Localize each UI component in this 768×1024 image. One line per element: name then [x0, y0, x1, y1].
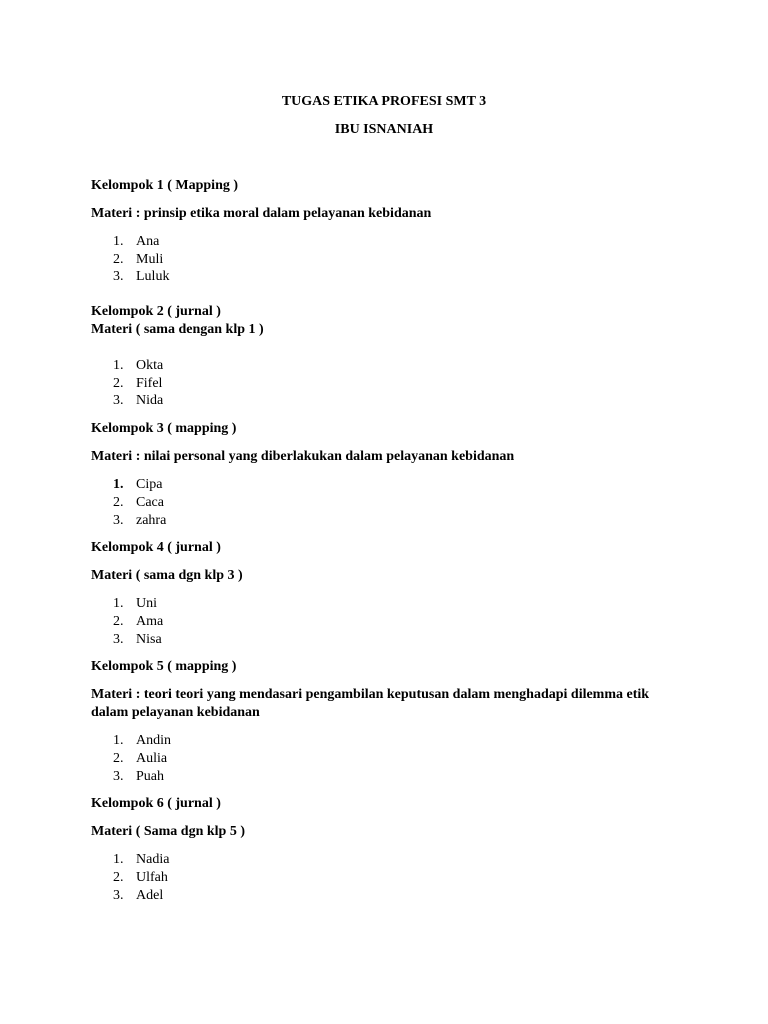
member-name: Aulia — [136, 750, 168, 766]
member-name: Ana — [136, 234, 160, 249]
list-item — [91, 887, 671, 905]
list-number: 3. — [113, 269, 124, 285]
member-list — [91, 595, 671, 648]
group-heading: Kelompok 4 ( jurnal ) — [91, 540, 221, 556]
list-item — [91, 613, 671, 631]
list-number: 2. — [113, 375, 124, 391]
document-title: TUGAS ETIKA PROFESI SMT 3 — [281, 94, 487, 109]
list-number: 3. — [113, 887, 124, 903]
member-name: Puah — [136, 768, 164, 784]
member-name: Caca — [136, 494, 164, 510]
list-item — [91, 851, 671, 869]
list-item — [91, 494, 671, 512]
group-1 — [91, 177, 671, 286]
list-item — [91, 392, 671, 410]
group-heading: Kelompok 1 ( Mapping ) — [91, 178, 239, 193]
member-name: Luluk — [136, 269, 170, 285]
list-number: 2. — [113, 251, 124, 267]
list-item — [91, 251, 671, 269]
member-list — [91, 476, 671, 529]
list-number: 2. — [113, 870, 124, 885]
list-number: 3. — [113, 631, 124, 647]
list-number: 2. — [113, 494, 124, 510]
member-name: Andin — [136, 733, 171, 749]
member-list — [91, 357, 671, 410]
group-heading: Kelompok 2 ( jurnal ) — [91, 304, 221, 320]
list-number: 1. — [113, 358, 124, 374]
list-item — [91, 357, 671, 375]
member-name: Adel — [136, 887, 164, 903]
list-item — [91, 732, 671, 750]
group-5 — [91, 658, 671, 785]
list-item — [91, 512, 671, 530]
member-name: Nadia — [136, 852, 170, 868]
group-materi: Materi : nilai personal yang diberlakukan dalam pelayanan kebidanan — [91, 449, 515, 465]
list-item — [91, 750, 671, 768]
list-number: 1. — [113, 596, 124, 612]
list-item — [91, 268, 671, 286]
list-item — [91, 768, 671, 786]
list-item — [91, 631, 671, 649]
list-item — [91, 869, 671, 887]
group-materi: Materi ( Sama dgn klp 5 ) — [91, 824, 245, 840]
member-name: Okta — [136, 358, 164, 374]
member-name: Fifel — [136, 375, 163, 391]
member-name: zahra — [136, 512, 167, 528]
member-list — [91, 851, 671, 904]
document-subtitle: IBU ISNANIAH — [334, 122, 434, 137]
group-2 — [91, 303, 671, 410]
member-list — [91, 732, 671, 785]
member-name: Ulfah — [136, 870, 168, 885]
list-number: 2. — [113, 750, 124, 766]
group-heading: Kelompok 6 ( jurnal ) — [91, 796, 221, 812]
group-3 — [91, 420, 671, 529]
list-number: 1. — [113, 852, 124, 868]
list-number: 2. — [113, 613, 124, 629]
list-number: 1. — [113, 234, 124, 249]
list-number: 3. — [113, 512, 124, 528]
member-name: Muli — [136, 251, 164, 267]
list-number: 3. — [113, 768, 124, 784]
list-item — [91, 375, 671, 393]
list-item — [91, 595, 671, 613]
list-number: 1. — [113, 477, 124, 493]
title-block — [0, 93, 768, 139]
member-name: Nisa — [136, 631, 162, 647]
member-list — [91, 233, 671, 286]
group-materi: Materi ( sama dgn klp 3 ) — [91, 568, 243, 584]
member-name: Nida — [136, 393, 164, 409]
group-materi: Materi : teori teori yang mendasari pengambilan keputusan dalam menghadapi dilemma etik dalam pelayanan kebidanan — [91, 687, 650, 721]
group-4 — [91, 539, 671, 648]
group-materi: Materi ( sama dengan klp 1 ) — [91, 322, 264, 338]
group-materi: Materi : prinsip etika moral dalam pelayanan kebidanan — [91, 206, 432, 221]
list-number: 1. — [113, 733, 124, 749]
member-name: Cipa — [136, 477, 163, 493]
member-name: Ama — [136, 613, 164, 629]
group-6 — [91, 795, 671, 904]
list-number: 3. — [113, 393, 124, 409]
list-item — [91, 233, 671, 251]
list-item — [91, 476, 671, 494]
document-body — [91, 177, 671, 904]
member-name: Uni — [136, 596, 157, 612]
group-heading: Kelompok 5 ( mapping ) — [91, 659, 237, 675]
group-heading: Kelompok 3 ( mapping ) — [91, 421, 237, 437]
